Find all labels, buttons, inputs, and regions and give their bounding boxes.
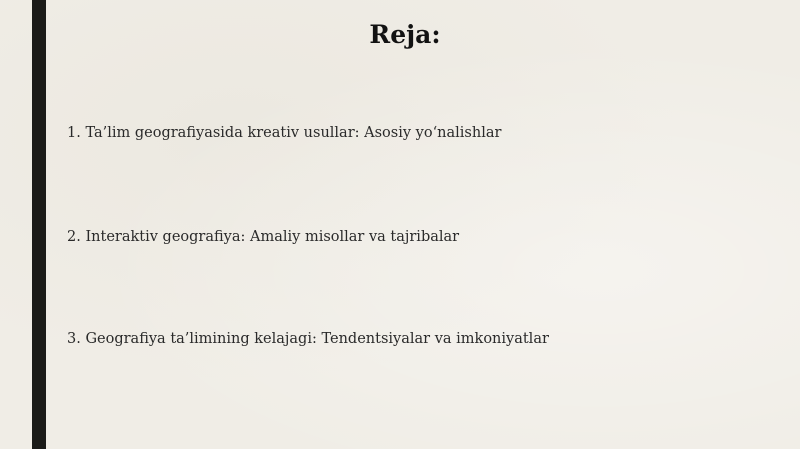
plan-item-1: 1. Ta’lim geografiyasida kreativ usullar: Asosiy yo‘nalishlar — [67, 125, 502, 141]
plan-item-2: 2. Interaktiv geografiya: Amaliy misollar va tajribalar — [67, 229, 460, 245]
plan-item-3: 3. Geografiya ta’limining kelajagi: Tendentsiyalar va imkoniyatlar — [67, 331, 549, 347]
left-accent-bar — [32, 0, 46, 449]
slide-title: Reja: — [369, 20, 441, 49]
